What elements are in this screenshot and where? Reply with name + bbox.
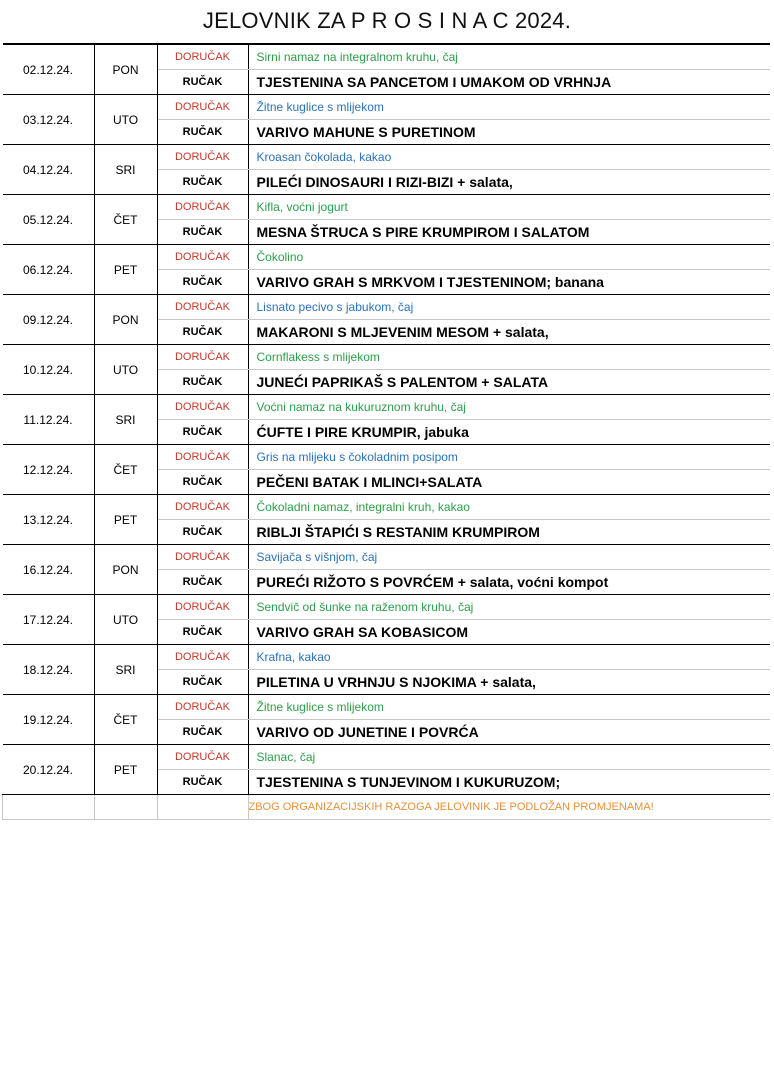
breakfast-label: DORUČAK xyxy=(157,44,248,70)
lunch-label: RUČAK xyxy=(157,120,248,145)
lunch-label: RUČAK xyxy=(157,470,248,495)
date-cell: 18.12.24. xyxy=(3,645,95,695)
menu-day-row xyxy=(3,95,771,120)
breakfast-label: DORUČAK xyxy=(157,95,248,120)
breakfast-item: Kroasan čokolada, kakao xyxy=(248,145,770,170)
menu-day-row xyxy=(3,495,771,520)
lunch-item: PEČENI BATAK I MLINCI+SALATA xyxy=(248,470,770,495)
breakfast-label: DORUČAK xyxy=(157,645,248,670)
lunch-item: TJESTENINA SA PANCETOM I UMAKOM OD VRHNJA xyxy=(248,70,770,95)
footer-note: ZBOG ORGANIZACIJSKIH RAZOGA JELOVINIK JE PODLOŽAN PROMJENAMA! xyxy=(248,795,770,820)
menu-day-row xyxy=(3,145,771,170)
lunch-item: VARIVO GRAH SA KOBASICOM xyxy=(248,620,770,645)
menu-day-row xyxy=(3,295,771,320)
menu-day-row xyxy=(3,645,771,670)
lunch-item: VARIVO MAHUNE S PURETINOM xyxy=(248,120,770,145)
date-cell: 10.12.24. xyxy=(3,345,95,395)
lunch-item: ĆUFTE I PIRE KRUMPIR, jabuka xyxy=(248,420,770,445)
menu-day-row xyxy=(3,245,771,270)
breakfast-item: Čokoladni namaz, integralni kruh, kakao xyxy=(248,495,770,520)
breakfast-label: DORUČAK xyxy=(157,345,248,370)
lunch-item: JUNEĆI PAPRIKAŠ S PALENTOM + SALATA xyxy=(248,370,770,395)
date-cell: 09.12.24. xyxy=(3,295,95,345)
breakfast-item: Cornflakess s mlijekom xyxy=(248,345,770,370)
lunch-label: RUČAK xyxy=(157,420,248,445)
day-cell: ČET xyxy=(94,445,157,495)
breakfast-label: DORUČAK xyxy=(157,395,248,420)
lunch-item: PILETINA U VRHNJU S NJOKIMA + salata, xyxy=(248,670,770,695)
breakfast-label: DORUČAK xyxy=(157,295,248,320)
page-title: JELOVNIK ZA P R O S I N A C 2024. xyxy=(202,8,572,33)
menu-day-row xyxy=(3,44,771,70)
breakfast-item: Krafna, kakao xyxy=(248,645,770,670)
breakfast-label: DORUČAK xyxy=(157,145,248,170)
date-cell: 17.12.24. xyxy=(3,595,95,645)
date-cell: 06.12.24. xyxy=(3,245,95,295)
lunch-label: RUČAK xyxy=(157,270,248,295)
day-cell: SRI xyxy=(94,145,157,195)
breakfast-item: Žitne kuglice s mlijekom xyxy=(248,95,770,120)
day-cell: ČET xyxy=(94,195,157,245)
lunch-item: PILEĆI DINOSAURI I RIZI-BIZI + salata, xyxy=(248,170,770,195)
day-cell: SRI xyxy=(94,395,157,445)
date-cell: 19.12.24. xyxy=(3,695,95,745)
day-cell: ČET xyxy=(94,695,157,745)
date-cell: 04.12.24. xyxy=(3,145,95,195)
day-cell: PON xyxy=(94,545,157,595)
date-cell: 02.12.24. xyxy=(3,44,95,95)
footer-empty-cell xyxy=(3,795,95,820)
menu-day-row xyxy=(3,745,771,770)
date-cell: 11.12.24. xyxy=(3,395,95,445)
date-cell: 05.12.24. xyxy=(3,195,95,245)
breakfast-label: DORUČAK xyxy=(157,195,248,220)
lunch-label: RUČAK xyxy=(157,320,248,345)
lunch-label: RUČAK xyxy=(157,220,248,245)
menu-day-row xyxy=(3,395,771,420)
breakfast-item: Sendvič od šunke na raženom kruhu, čaj xyxy=(248,595,770,620)
lunch-item: MAKARONI S MLJEVENIM MESOM + salata, xyxy=(248,320,770,345)
breakfast-label: DORUČAK xyxy=(157,595,248,620)
day-cell: PET xyxy=(94,245,157,295)
lunch-label: RUČAK xyxy=(157,670,248,695)
day-cell: UTO xyxy=(94,345,157,395)
menu-day-row xyxy=(3,695,771,720)
breakfast-label: DORUČAK xyxy=(157,745,248,770)
menu-day-row xyxy=(3,195,771,220)
breakfast-item: Gris na mlijeku s čokoladnim posipom xyxy=(248,445,770,470)
breakfast-item: Lisnato pecivo s jabukom, čaj xyxy=(248,295,770,320)
breakfast-item: Žitne kuglice s mlijekom xyxy=(248,695,770,720)
breakfast-item: Sirni namaz na integralnom kruhu, čaj xyxy=(248,44,770,70)
day-cell: SRI xyxy=(94,645,157,695)
lunch-item: MESNA ŠTRUCA S PIRE KRUMPIROM I SALATOM xyxy=(248,220,770,245)
footer-row xyxy=(3,795,771,820)
lunch-label: RUČAK xyxy=(157,520,248,545)
day-cell: PET xyxy=(94,495,157,545)
date-cell: 03.12.24. xyxy=(3,95,95,145)
breakfast-item: Savijača s višnjom, čaj xyxy=(248,545,770,570)
day-cell: PET xyxy=(94,745,157,795)
lunch-label: RUČAK xyxy=(157,770,248,795)
breakfast-label: DORUČAK xyxy=(157,545,248,570)
menu-body xyxy=(3,44,771,820)
lunch-label: RUČAK xyxy=(157,720,248,745)
breakfast-label: DORUČAK xyxy=(157,695,248,720)
day-cell: UTO xyxy=(94,95,157,145)
lunch-label: RUČAK xyxy=(157,620,248,645)
footer-empty-cell xyxy=(94,795,157,820)
breakfast-label: DORUČAK xyxy=(157,495,248,520)
menu-day-row xyxy=(3,345,771,370)
breakfast-label: DORUČAK xyxy=(157,245,248,270)
lunch-label: RUČAK xyxy=(157,70,248,95)
lunch-label: RUČAK xyxy=(157,370,248,395)
day-cell: PON xyxy=(94,44,157,95)
date-cell: 16.12.24. xyxy=(3,545,95,595)
menu-day-row xyxy=(3,445,771,470)
lunch-item: VARIVO OD JUNETINE I POVRĆA xyxy=(248,720,770,745)
menu-day-row xyxy=(3,595,771,620)
lunch-item: VARIVO GRAH S MRKVOM I TJESTENINOM; banana xyxy=(248,270,770,295)
lunch-item: PUREĆI RIŽOTO S POVRĆEM + salata, voćni kompot xyxy=(248,570,770,595)
day-cell: UTO xyxy=(94,595,157,645)
lunch-label: RUČAK xyxy=(157,170,248,195)
breakfast-item: Čokolino xyxy=(248,245,770,270)
breakfast-item: Slanac, čaj xyxy=(248,745,770,770)
date-cell: 20.12.24. xyxy=(3,745,95,795)
breakfast-label: DORUČAK xyxy=(157,445,248,470)
date-cell: 13.12.24. xyxy=(3,495,95,545)
menu-day-row xyxy=(3,545,771,570)
menu-table xyxy=(2,43,770,820)
date-cell: 12.12.24. xyxy=(3,445,95,495)
lunch-item: RIBLJI ŠTAPIĆI S RESTANIM KRUMPIROM xyxy=(248,520,770,545)
breakfast-item: Voćni namaz na kukuruznom kruhu, čaj xyxy=(248,395,770,420)
footer-empty-cell xyxy=(157,795,248,820)
lunch-item: TJESTENINA S TUNJEVINOM I KUKURUZOM; xyxy=(248,770,770,795)
breakfast-item: Kifla, voćni jogurt xyxy=(248,195,770,220)
day-cell: PON xyxy=(94,295,157,345)
lunch-label: RUČAK xyxy=(157,570,248,595)
